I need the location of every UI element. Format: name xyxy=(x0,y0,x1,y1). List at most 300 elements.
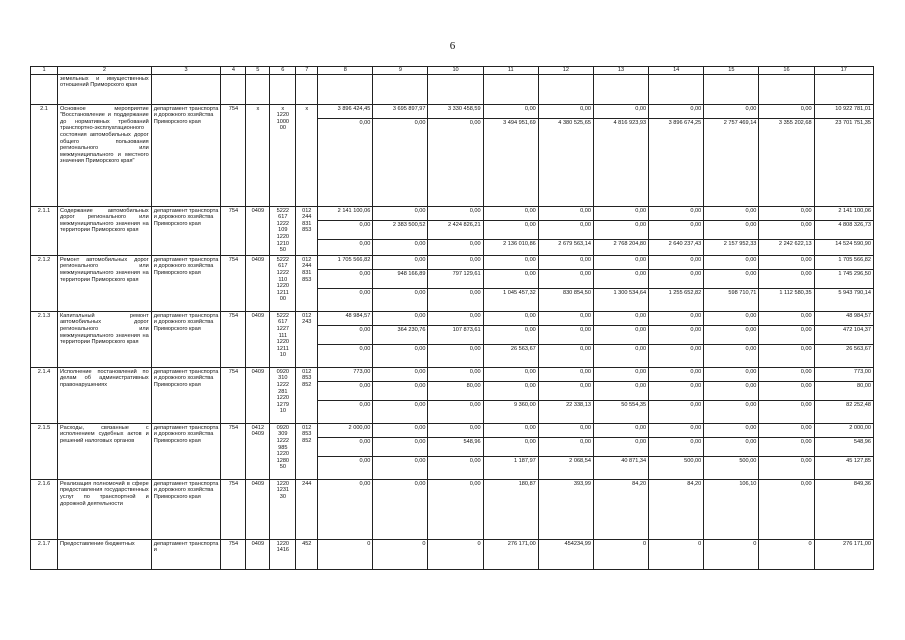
amount-value: 84,20 xyxy=(632,480,647,487)
amount-value: 0,00 xyxy=(539,220,593,229)
amount-value: 0,00 xyxy=(800,256,812,263)
amount-value: 0,00 xyxy=(318,269,372,278)
amount-value: 0,00 xyxy=(594,220,648,229)
row-number: 2.1.7 xyxy=(31,539,58,569)
amount-cell-col-10 xyxy=(428,104,483,206)
amount-cell-col-14 xyxy=(649,479,704,539)
vr-code: 012 244 831 853 xyxy=(296,255,318,311)
amount-cell-col-9 xyxy=(373,255,428,311)
amount-value: 2 157 952,33 xyxy=(704,239,758,248)
amount-cell-col-10 xyxy=(428,539,483,569)
amount-value: 4 380 525,65 xyxy=(539,118,593,127)
grbs-code: 754 xyxy=(221,423,246,479)
amount-value: 0,00 xyxy=(800,312,812,319)
header-row xyxy=(31,67,874,75)
csr-code: x 1220 1000 00 xyxy=(270,104,296,206)
amount-cell-col-14 xyxy=(649,206,704,255)
measure-name: Содержание автомобильных дорог регионального или межмуниципального значения на территории Приморского края xyxy=(58,206,152,255)
amount-cell-col-12 xyxy=(538,311,593,367)
amount-value: 0,00 xyxy=(539,381,593,390)
amount-value: 0,00 xyxy=(414,256,426,263)
amount-value: 0,00 xyxy=(318,288,372,297)
amount-cell-col-16 xyxy=(759,104,814,206)
amount-value: 0,00 xyxy=(539,269,593,278)
header-cell-9: 9 xyxy=(373,67,428,75)
amount-value: 0,00 xyxy=(580,256,591,263)
amount-cell-col-12 xyxy=(538,206,593,255)
amount-cell-col-13 xyxy=(593,255,648,311)
amount-value: 0,00 xyxy=(524,207,536,214)
amount-value: 0,00 xyxy=(469,312,481,319)
amount-value: 830 854,50 xyxy=(539,288,593,297)
table-row xyxy=(31,206,874,255)
amount-value: 48 984,57 xyxy=(846,312,871,319)
amount-value: 5 943 790,14 xyxy=(815,288,873,297)
amount-value: 1 745 296,50 xyxy=(815,269,873,278)
amount-cell-col-15 xyxy=(704,311,759,367)
amount-value: 0 xyxy=(477,540,481,547)
amount-value: 0,00 xyxy=(635,368,647,375)
amount-value: 0,00 xyxy=(414,424,426,431)
amount-value: 3 494 951,69 xyxy=(484,118,538,127)
amount-value: 0,00 xyxy=(373,344,427,353)
amount-cell-col-16 xyxy=(759,539,814,569)
header-cell-14: 14 xyxy=(649,67,704,75)
measure-name: Исполнение постановлений по делам об административных правонарушениях xyxy=(58,367,152,423)
amount-value: 0,00 xyxy=(484,269,538,278)
csr-code: 1220 1416 xyxy=(270,539,296,569)
amount-value: 50 554,35 xyxy=(594,400,648,409)
amount-value: 0,00 xyxy=(800,424,812,431)
amount-cell-col-8 xyxy=(318,423,373,479)
amount-value: 0,00 xyxy=(318,381,372,390)
amount-value: 0,00 xyxy=(484,437,538,446)
amount-value: 0,00 xyxy=(484,381,538,390)
amount-value: 0,00 xyxy=(524,368,536,375)
rzpr-code: 0409 xyxy=(246,479,270,539)
amount-cell-col-13 xyxy=(593,104,648,206)
amount-cell-col-9 xyxy=(373,423,428,479)
amount-value: 3 896 424,45 xyxy=(337,105,371,112)
amount-value: 0,00 xyxy=(414,368,426,375)
amount-value: 0,00 xyxy=(428,288,482,297)
amount-value: 0,00 xyxy=(428,239,482,248)
row-number: 2.1.5 xyxy=(31,423,58,479)
rzpr-code xyxy=(246,74,270,104)
amount-value: 2 424 826,21 xyxy=(428,220,482,229)
amount-value: 797 129,61 xyxy=(428,269,482,278)
rzpr-code: x xyxy=(246,104,270,206)
amount-cell-col-16 xyxy=(759,74,814,104)
header-cell-6: 6 xyxy=(270,67,296,75)
amount-value: 106,10 xyxy=(739,480,757,487)
executor: департамент транспорта и дорожного хозяйства Приморского края xyxy=(151,255,221,311)
amount-value: 1 112 580,35 xyxy=(759,288,813,297)
amount-value: 0,00 xyxy=(594,437,648,446)
amount-value: 0,00 xyxy=(635,312,647,319)
grbs-code: 754 xyxy=(221,311,246,367)
amount-value: 0,00 xyxy=(745,207,757,214)
amount-cell-col-14 xyxy=(649,255,704,311)
amount-cell-col-15 xyxy=(704,367,759,423)
amount-cell-col-14 xyxy=(649,104,704,206)
header-cell-8: 8 xyxy=(318,67,373,75)
amount-value: 0,00 xyxy=(428,400,482,409)
amount-value: 2 768 204,80 xyxy=(594,239,648,248)
amount-value: 10 922 781,01 xyxy=(835,105,871,112)
csr-code xyxy=(270,74,296,104)
amount-cell-col-13 xyxy=(593,206,648,255)
row-number: 2.1.2 xyxy=(31,255,58,311)
amount-cell-col-12 xyxy=(538,479,593,539)
amount-cell-col-11 xyxy=(483,74,538,104)
amount-cell-col-10 xyxy=(428,74,483,104)
amount-value: 0,00 xyxy=(759,269,813,278)
amount-value: 0,00 xyxy=(759,220,813,229)
header-cell-7: 7 xyxy=(296,67,318,75)
amount-value: 80,00 xyxy=(428,381,482,390)
amount-value: 0,00 xyxy=(318,400,372,409)
amount-cell-col-14 xyxy=(649,539,704,569)
amount-cell-col-11 xyxy=(483,206,538,255)
amount-value: 0,00 xyxy=(690,256,702,263)
amount-value: 45 127,85 xyxy=(815,456,873,465)
amount-value: 0,00 xyxy=(594,344,648,353)
amount-value: 2 383 500,52 xyxy=(373,220,427,229)
rzpr-code: 0412 0409 xyxy=(246,423,270,479)
amount-value: 0,00 xyxy=(373,456,427,465)
amount-cell-col-9 xyxy=(373,367,428,423)
amount-value: 0,00 xyxy=(428,456,482,465)
amount-cell-col-8 xyxy=(318,206,373,255)
amount-cell-col-16 xyxy=(759,311,814,367)
csr-code: 5222 617 1222 109 1220 1210 50 xyxy=(270,206,296,255)
amount-cell-col-11 xyxy=(483,104,538,206)
amount-cell-col-9 xyxy=(373,104,428,206)
amount-cell-col-13 xyxy=(593,539,648,569)
vr-code: x xyxy=(296,104,318,206)
rzpr-code: 0409 xyxy=(246,367,270,423)
amount-value: 0,00 xyxy=(318,325,372,334)
amount-value: 500,00 xyxy=(704,456,758,465)
measure-name: Предоставление бюджетных xyxy=(58,539,152,569)
rzpr-code: 0409 xyxy=(246,255,270,311)
amount-value: 1 705 566,82 xyxy=(838,256,871,263)
amount-cell-col-16 xyxy=(759,423,814,479)
measure-name: Реализация полномочий в сфере предоставления государственных услуг по транспортной и дорожной деятельности xyxy=(58,479,152,539)
amount-cell-col-17 xyxy=(814,539,873,569)
amount-value: 1 045 457,32 xyxy=(484,288,538,297)
header-cell-5: 5 xyxy=(246,67,270,75)
amount-value: 1 255 652,82 xyxy=(649,288,703,297)
amount-value: 0,00 xyxy=(484,325,538,334)
budget-table xyxy=(30,66,874,570)
table-row xyxy=(31,423,874,479)
header-cell-1: 1 xyxy=(31,67,58,75)
executor: департамент транспорта и дорожного хозяйства Приморского края xyxy=(151,479,221,539)
rzpr-code: 0409 xyxy=(246,311,270,367)
measure-name: земельных и имущественных отношений Приморского края xyxy=(58,74,152,104)
amount-cell-col-12 xyxy=(538,104,593,206)
amount-cell-col-17 xyxy=(814,311,873,367)
amount-cell-col-8 xyxy=(318,74,373,104)
amount-cell-col-15 xyxy=(704,104,759,206)
amount-value: 276 171,00 xyxy=(843,540,871,547)
amount-value: 0,00 xyxy=(580,368,591,375)
amount-value: 0,00 xyxy=(318,344,372,353)
amount-value: 0,00 xyxy=(800,368,812,375)
amount-value: 849,36 xyxy=(853,480,871,487)
amount-cell-col-8 xyxy=(318,539,373,569)
amount-value: 0,00 xyxy=(704,325,758,334)
amount-value: 0,00 xyxy=(759,325,813,334)
amount-value: 0,00 xyxy=(704,220,758,229)
amount-cell-col-11 xyxy=(483,539,538,569)
vr-code: 012 244 831 853 xyxy=(296,206,318,255)
row-number: 2.1.1 xyxy=(31,206,58,255)
amount-value: 0,00 xyxy=(469,207,481,214)
table-row xyxy=(31,104,874,206)
header-cell-17: 17 xyxy=(814,67,873,75)
amount-value: 0,00 xyxy=(649,325,703,334)
row-number: 2.1.4 xyxy=(31,367,58,423)
amount-cell-col-15 xyxy=(704,423,759,479)
executor: департамент транспорта и дорожного хозяйства Приморского края xyxy=(151,206,221,255)
amount-value: 0,00 xyxy=(580,105,591,112)
amount-value: 0,00 xyxy=(800,480,812,487)
measure-name: Капитальный ремонт автомобильных дорог регионального или межмуниципального значения на территории Приморского края xyxy=(58,311,152,367)
amount-value: 0,00 xyxy=(745,424,757,431)
amount-value: 80,00 xyxy=(815,381,873,390)
grbs-code: 754 xyxy=(221,367,246,423)
amount-cell-col-13 xyxy=(593,74,648,104)
amount-value: 0,00 xyxy=(318,239,372,248)
amount-value: 3 355 202,68 xyxy=(759,118,813,127)
amount-value: 0,00 xyxy=(318,456,372,465)
executor: департамент транспорта и дорожного хозяйства Приморского края xyxy=(151,423,221,479)
amount-value: 948 166,89 xyxy=(373,269,427,278)
header-cell-10: 10 xyxy=(428,67,483,75)
amount-value: 0,00 xyxy=(649,269,703,278)
amount-cell-col-15 xyxy=(704,206,759,255)
amount-cell-col-17 xyxy=(814,255,873,311)
amount-value: 0,00 xyxy=(759,381,813,390)
amount-value: 2 141 100,06 xyxy=(337,207,371,214)
executor: департамент транспорта и дорожного хозяйства Приморского края xyxy=(151,367,221,423)
amount-value: 1 300 534,64 xyxy=(594,288,648,297)
amount-cell-col-17 xyxy=(814,423,873,479)
row-number: 2.1 xyxy=(31,104,58,206)
amount-cell-col-13 xyxy=(593,367,648,423)
amount-value: 2 000,00 xyxy=(348,424,371,431)
amount-value: 472 104,37 xyxy=(815,325,873,334)
amount-cell-col-16 xyxy=(759,479,814,539)
amount-value: 0,00 xyxy=(524,424,536,431)
amount-value: 0,00 xyxy=(484,220,538,229)
amount-value: 0 xyxy=(642,540,647,547)
amount-value: 0,00 xyxy=(469,368,481,375)
vr-code: 012 853 852 xyxy=(296,367,318,423)
header-cell-4: 4 xyxy=(221,67,246,75)
amount-value: 26 563,67 xyxy=(815,344,873,353)
amount-value: 393,99 xyxy=(573,480,591,487)
amount-cell-col-9 xyxy=(373,311,428,367)
amount-value: 0,00 xyxy=(745,105,757,112)
amount-value: 0,00 xyxy=(690,368,702,375)
amount-value: 0,00 xyxy=(594,381,648,390)
grbs-code: 754 xyxy=(221,206,246,255)
amount-cell-col-10 xyxy=(428,367,483,423)
amount-value: 14 524 590,90 xyxy=(815,239,873,248)
amount-value: 364 230,76 xyxy=(373,325,427,334)
amount-value: 84,20 xyxy=(687,480,702,487)
amount-cell-col-9 xyxy=(373,74,428,104)
amount-value: 0,00 xyxy=(524,312,536,319)
csr-code: 5222 617 1227 111 1220 1211 10 xyxy=(270,311,296,367)
amount-value: 773,00 xyxy=(353,368,371,375)
header-cell-16: 16 xyxy=(759,67,814,75)
amount-value: 0,00 xyxy=(635,424,647,431)
amount-value: 0,00 xyxy=(539,344,593,353)
amount-value: 0,00 xyxy=(649,437,703,446)
amount-value: 0,00 xyxy=(524,105,536,112)
amount-cell-col-11 xyxy=(483,255,538,311)
amount-value: 0,00 xyxy=(594,325,648,334)
amount-value: 0,00 xyxy=(635,256,647,263)
header-cell-15: 15 xyxy=(704,67,759,75)
amount-value: 500,00 xyxy=(649,456,703,465)
amount-cell-col-12 xyxy=(538,367,593,423)
rzpr-code: 0409 xyxy=(246,539,270,569)
amount-value: 4 808 326,73 xyxy=(815,220,873,229)
amount-value: 2 242 622,13 xyxy=(759,239,813,248)
amount-value: 0,00 xyxy=(690,312,702,319)
amount-value: 0,00 xyxy=(359,480,371,487)
amount-value: 0,00 xyxy=(414,207,426,214)
amount-value: 48 984,57 xyxy=(345,312,371,319)
amount-cell-col-8 xyxy=(318,367,373,423)
amount-value: 0,00 xyxy=(580,312,591,319)
amount-value: 0,00 xyxy=(539,437,593,446)
amount-value: 0,00 xyxy=(373,118,427,127)
amount-cell-col-13 xyxy=(593,423,648,479)
amount-value: 548,96 xyxy=(815,437,873,446)
measure-name: Ремонт автомобильных дорог регионального или межмуниципального значения на территории Приморского края xyxy=(58,255,152,311)
amount-value: 0,00 xyxy=(690,105,702,112)
amount-cell-col-15 xyxy=(704,479,759,539)
amount-value: 107 873,61 xyxy=(428,325,482,334)
amount-value: 0,00 xyxy=(704,269,758,278)
amount-value: 0,00 xyxy=(649,220,703,229)
amount-cell-col-10 xyxy=(428,479,483,539)
executor xyxy=(151,74,221,104)
amount-cell-col-10 xyxy=(428,311,483,367)
amount-value: 0,00 xyxy=(469,480,481,487)
amount-value: 0,00 xyxy=(428,344,482,353)
amount-value: 0,00 xyxy=(469,424,481,431)
amount-value: 0,00 xyxy=(580,424,591,431)
amount-cell-col-13 xyxy=(593,311,648,367)
amount-cell-col-10 xyxy=(428,423,483,479)
amount-value: 0,00 xyxy=(373,437,427,446)
vr-code: 244 xyxy=(296,479,318,539)
header-cell-3: 3 xyxy=(151,67,221,75)
amount-cell-col-13 xyxy=(593,479,648,539)
grbs-code: 754 xyxy=(221,104,246,206)
row-number: 2.1.3 xyxy=(31,311,58,367)
amount-value: 0,00 xyxy=(745,312,757,319)
vr-code xyxy=(296,74,318,104)
amount-value: 22 338,13 xyxy=(539,400,593,409)
header-cell-2: 2 xyxy=(58,67,152,75)
amount-value: 26 563,67 xyxy=(484,344,538,353)
amount-value: 0,00 xyxy=(428,118,482,127)
executor: департамент транспорта и дорожного хозяйства Приморского края xyxy=(151,311,221,367)
amount-value: 0 xyxy=(422,540,426,547)
amount-value: 0,00 xyxy=(745,256,757,263)
amount-cell-col-8 xyxy=(318,479,373,539)
amount-cell-col-17 xyxy=(814,206,873,255)
header-cell-13: 13 xyxy=(593,67,648,75)
amount-cell-col-11 xyxy=(483,367,538,423)
amount-value: 0,00 xyxy=(649,381,703,390)
amount-value: 1 187,97 xyxy=(484,456,538,465)
grbs-code: 754 xyxy=(221,479,246,539)
amount-cell-col-17 xyxy=(814,479,873,539)
amount-value: 2 679 563,14 xyxy=(539,239,593,248)
amount-cell-col-8 xyxy=(318,104,373,206)
amount-value: 0,00 xyxy=(580,207,591,214)
table-row xyxy=(31,311,874,367)
amount-cell-col-14 xyxy=(649,311,704,367)
amount-value: 23 701 751,35 xyxy=(815,118,873,127)
amount-value: 0,00 xyxy=(745,368,757,375)
grbs-code: 754 xyxy=(221,539,246,569)
amount-cell-col-16 xyxy=(759,206,814,255)
amount-value: 0,00 xyxy=(690,424,702,431)
amount-value: 3 330 458,59 xyxy=(447,105,481,112)
amount-value: 0,00 xyxy=(318,118,372,127)
amount-value: 0,00 xyxy=(759,400,813,409)
amount-cell-col-15 xyxy=(704,255,759,311)
amount-value: 0,00 xyxy=(759,437,813,446)
grbs-code: 754 xyxy=(221,255,246,311)
amount-value: 0,00 xyxy=(704,437,758,446)
row-number xyxy=(31,74,58,104)
row-number: 2.1.6 xyxy=(31,479,58,539)
amount-value: 454234,99 xyxy=(564,540,591,547)
amount-cell-col-8 xyxy=(318,255,373,311)
executor: департамент транспорта и xyxy=(151,539,221,569)
amount-value: 2 000,00 xyxy=(849,424,871,431)
amount-value: 180,87 xyxy=(518,480,536,487)
amount-value: 0,00 xyxy=(524,256,536,263)
amount-cell-col-17 xyxy=(814,74,873,104)
vr-code: 012 243 xyxy=(296,311,318,367)
table-row xyxy=(31,367,874,423)
amount-cell-col-16 xyxy=(759,367,814,423)
amount-value: 0,00 xyxy=(649,400,703,409)
amount-value: 4 816 923,93 xyxy=(594,118,648,127)
csr-code: 1220 1231 30 xyxy=(270,479,296,539)
amount-value: 548,96 xyxy=(428,437,482,446)
table-row xyxy=(31,479,874,539)
amount-value: 0 xyxy=(698,540,702,547)
amount-value: 0 xyxy=(808,540,812,547)
amount-value: 0,00 xyxy=(759,344,813,353)
amount-value: 0,00 xyxy=(318,220,372,229)
amount-value: 0,00 xyxy=(635,105,647,112)
